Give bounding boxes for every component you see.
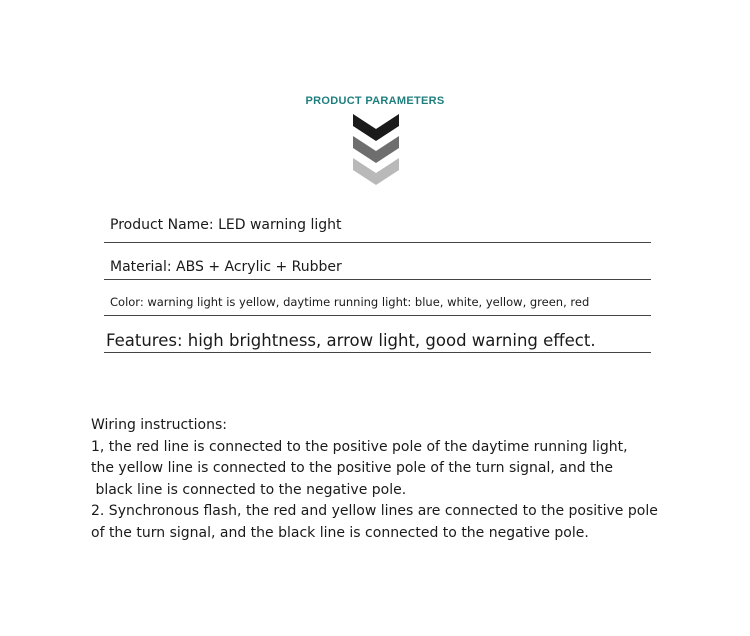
color-text: Color: warning light is yellow, daytime running light: blue, white, yellow, green, red	[110, 295, 590, 309]
param-row-color	[104, 292, 651, 316]
wiring-line: of the turn signal, and the black line is connected to the negative pole.	[91, 524, 589, 541]
features-text: Features: high brightness, arrow light, good warning effect.	[106, 331, 596, 350]
param-row-product-name	[104, 213, 651, 243]
param-row-features	[104, 328, 651, 353]
product-name-text: Product Name: LED warning light	[110, 217, 342, 233]
chevron-dark	[353, 114, 399, 141]
wiring-instructions	[91, 415, 658, 544]
wiring-line: 2. Synchronous flash, the red and yellow lines are connected to the positive pole	[91, 503, 658, 519]
param-row-material	[104, 255, 651, 280]
wiring-line: black line is connected to the negative pole.	[91, 481, 407, 498]
section-title: PRODUCT PARAMETERS	[305, 95, 445, 107]
material-text: Material: ABS + Acrylic + Rubber	[110, 259, 342, 275]
wiring-heading: Wiring instructions:	[91, 417, 227, 433]
wiring-line: the yellow line is connected to the positive pole of the turn signal, and the	[91, 460, 614, 476]
wiring-line: 1, the red line is connected to the positive pole of the daytime running light,	[91, 438, 628, 455]
chevron-down-icon	[353, 114, 399, 186]
